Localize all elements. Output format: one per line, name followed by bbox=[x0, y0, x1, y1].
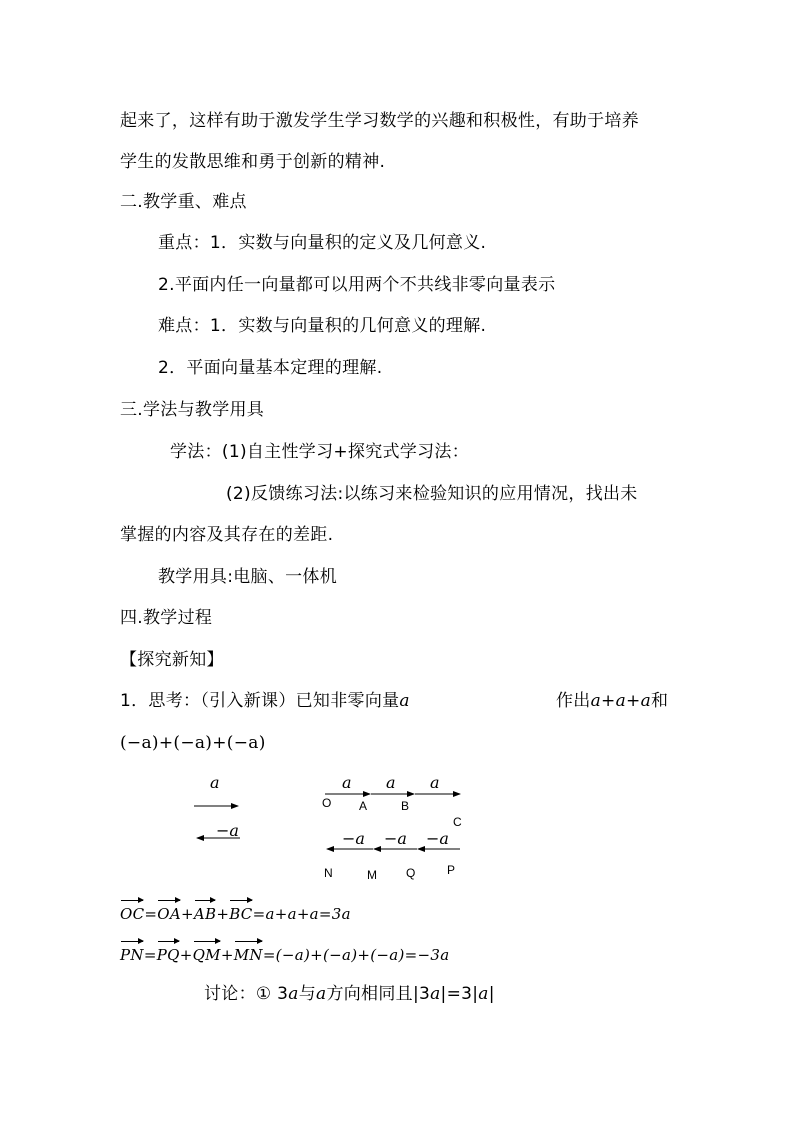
vec-bc: BC bbox=[229, 902, 252, 926]
label-oa-a: a bbox=[342, 773, 352, 792]
think-suffix: 作出 bbox=[556, 691, 591, 711]
label-pq-neg-a: −a bbox=[426, 829, 449, 848]
method-1: 学法：(1)自主性学习+探究式学习法： bbox=[170, 442, 470, 462]
vec-pn: PN bbox=[120, 943, 144, 967]
think-prefix: 1．思考：（引入新课）已知非零向量 bbox=[120, 691, 400, 711]
discuss-end: | bbox=[488, 984, 495, 1004]
eq1-rhs: =a+a+a=3a bbox=[252, 905, 351, 923]
point-o: O bbox=[322, 796, 332, 810]
vec-ab: AB bbox=[194, 902, 216, 926]
point-p: P bbox=[447, 863, 456, 877]
equation-pn: PN=PQ+QM+MN=(−a)+(−a)+(−a)=−3a bbox=[120, 943, 450, 967]
label-vector-neg-a: −a bbox=[216, 821, 239, 840]
point-n: N bbox=[324, 866, 333, 880]
negative-expression: (−a)+(−a)+(−a) bbox=[120, 733, 266, 753]
point-b: B bbox=[401, 799, 410, 813]
key-point-2: 2.平面内任一向量都可以用两个不共线非零向量表示 bbox=[158, 275, 556, 295]
discussion-line bbox=[204, 982, 495, 1006]
discuss-vec-4: a bbox=[478, 984, 489, 1004]
label-vector-a: a bbox=[210, 773, 220, 792]
label-qm-neg-a: −a bbox=[384, 829, 407, 848]
key-point-1: 重点：1．实数与向量积的定义及几何意义. bbox=[158, 233, 487, 253]
label-bc-a: a bbox=[430, 773, 440, 792]
point-q: Q bbox=[406, 866, 416, 880]
equation-oc: OC=OA+AB+BC=a+a+a=3a bbox=[120, 902, 351, 926]
vec-pq: PQ bbox=[157, 943, 180, 967]
heading-process: 四.教学过程 bbox=[120, 608, 213, 628]
heading-methods: 三.学法与教学用具 bbox=[120, 400, 265, 420]
difficulty-2: 2．平面向量基本定理的理解. bbox=[158, 358, 383, 378]
vec-qm: QM bbox=[193, 943, 221, 967]
label-ab-a: a bbox=[386, 773, 396, 792]
think-expression: a+a+a bbox=[590, 691, 652, 711]
paragraph-line-2: 学生的发散思维和勇于创新的精神. bbox=[120, 152, 386, 172]
point-c: C bbox=[453, 815, 462, 829]
vec-oa: OA bbox=[157, 902, 181, 926]
discuss-vec-3: a bbox=[430, 984, 441, 1004]
section-title: 【探究新知】 bbox=[120, 650, 224, 670]
point-a: A bbox=[359, 799, 368, 813]
eq2-rhs: =(−a)+(−a)+(−a)=−3a bbox=[262, 946, 450, 964]
label-mn-neg-a: −a bbox=[342, 829, 365, 848]
difficulty-1: 难点：1．实数与向量积的几何意义的理解. bbox=[158, 316, 487, 336]
discuss-mid-1: 与 bbox=[298, 984, 317, 1004]
method-2: (2)反馈练习法:以练习来检验知识的应用情况，找出未 bbox=[226, 484, 638, 504]
discuss-mid-3: |=3| bbox=[440, 984, 479, 1004]
discuss-vec-2: a bbox=[316, 984, 327, 1004]
vec-oc: OC bbox=[120, 902, 144, 926]
method-2-cont: 掌握的内容及其存在的差距. bbox=[120, 525, 334, 545]
think-and: 和 bbox=[651, 691, 669, 711]
discuss-vec-1: a bbox=[288, 984, 299, 1004]
discuss-mid-2: 方向相同且|3 bbox=[326, 984, 431, 1004]
think-vector: a bbox=[399, 691, 410, 711]
paragraph-line-1: 起来了，这样有助于激发学生学习数学的兴趣和积极性，有助于培养 bbox=[120, 111, 639, 131]
vec-mn: MN bbox=[234, 943, 263, 967]
discuss-prefix: 讨论：① 3 bbox=[204, 984, 289, 1004]
heading-key-points: 二.教学重、难点 bbox=[120, 192, 247, 212]
point-m: M bbox=[367, 868, 377, 882]
teaching-tools: 教学用具:电脑、一体机 bbox=[158, 567, 338, 587]
